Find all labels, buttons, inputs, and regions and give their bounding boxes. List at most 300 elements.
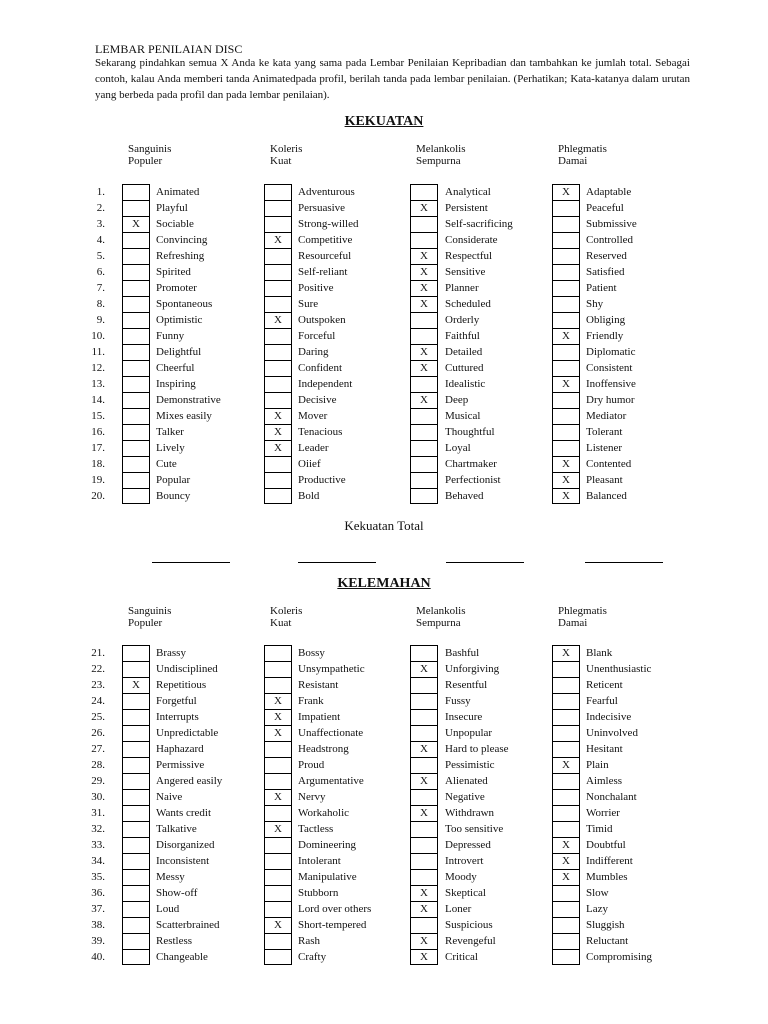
checkbox-koleris[interactable] [264, 248, 292, 264]
checkbox-melankolis[interactable]: X [410, 264, 438, 280]
column-header-phlegmatis [558, 143, 607, 167]
checkbox-melankolis[interactable]: X [410, 901, 438, 917]
trait-word: Shy [586, 298, 604, 310]
checkbox-phlegmatis[interactable] [552, 901, 580, 917]
row-number: 8. [96, 298, 105, 310]
trait-word: Moody [445, 871, 477, 883]
checkbox-sanguinis[interactable] [122, 709, 150, 725]
trait-word: Bossy [298, 647, 325, 659]
checkbox-phlegmatis[interactable] [552, 424, 580, 440]
row-number: 5. [96, 250, 105, 262]
checkbox-melankolis[interactable]: X [410, 661, 438, 677]
checkbox-koleris[interactable] [264, 456, 292, 472]
checkbox-sanguinis[interactable]: X [122, 677, 150, 693]
column-name: Melankolis [416, 143, 466, 155]
trait-word: Behaved [445, 490, 484, 502]
table-row [0, 917, 768, 933]
checkbox-melankolis[interactable] [410, 853, 438, 869]
trait-word: Forgetful [156, 695, 197, 707]
trait-word: Blank [586, 647, 613, 659]
checkbox-sanguinis[interactable] [122, 312, 150, 328]
table-row [0, 677, 768, 693]
checkbox-koleris[interactable] [264, 757, 292, 773]
trait-word: Angered easily [156, 775, 223, 787]
trait-word: Self-reliant [298, 266, 348, 278]
trait-word: Unsympathetic [298, 663, 365, 675]
checkbox-sanguinis[interactable] [122, 440, 150, 456]
checkbox-phlegmatis[interactable] [552, 440, 580, 456]
checkbox-phlegmatis[interactable] [552, 408, 580, 424]
row-number: 36. [91, 887, 105, 899]
checkbox-melankolis[interactable]: X [410, 933, 438, 949]
checkbox-melankolis[interactable]: X [410, 741, 438, 757]
checkbox-sanguinis[interactable] [122, 949, 150, 965]
total-blank-melankolis[interactable] [446, 562, 524, 563]
checkbox-sanguinis[interactable] [122, 200, 150, 216]
checkbox-koleris[interactable] [264, 344, 292, 360]
checkbox-sanguinis[interactable] [122, 472, 150, 488]
column-subtitle: Kuat [270, 617, 292, 629]
checkbox-melankolis[interactable]: X [410, 200, 438, 216]
instructions-paragraph: Sekarang pindahkan semua X Anda ke kata yang sama pada Lembar Penilaian Kepribadian dan tambahkan ke jumlah total. Sebagai contoh, kalau Anda memberi tanda Animatedpada profil, berilah tanda pada lembar penilaian. (Perhatikan; Kata-katanya dalam urutan yang berbeda pada profil dan pada lembar penilaian). [95, 57, 690, 101]
trait-word: Sensitive [445, 266, 486, 278]
checkbox-sanguinis[interactable] [122, 661, 150, 677]
checkbox-sanguinis[interactable] [122, 424, 150, 440]
checkbox-sanguinis[interactable] [122, 645, 150, 661]
trait-word: Cute [156, 458, 177, 470]
total-blank-phlegmatis[interactable] [585, 562, 663, 563]
checkbox-melankolis[interactable] [410, 757, 438, 773]
checkbox-phlegmatis[interactable] [552, 725, 580, 741]
checkbox-sanguinis[interactable]: X [122, 216, 150, 232]
column-header-melankolis [416, 605, 466, 629]
checkbox-melankolis[interactable]: X [410, 360, 438, 376]
trait-word: Insecure [445, 711, 483, 723]
column-name: Melankolis [416, 605, 466, 617]
table-row [0, 440, 768, 456]
trait-word: Revengeful [445, 935, 496, 947]
trait-word: Satisfied [586, 266, 625, 278]
row-number: 32. [91, 823, 105, 835]
table-row [0, 757, 768, 773]
checkbox-phlegmatis[interactable]: X [552, 853, 580, 869]
row-number: 30. [91, 791, 105, 803]
checkbox-koleris[interactable]: X [264, 440, 292, 456]
trait-word: Adaptable [586, 186, 632, 198]
checkbox-sanguinis[interactable] [122, 328, 150, 344]
checkbox-sanguinis[interactable] [122, 408, 150, 424]
checkbox-phlegmatis[interactable] [552, 216, 580, 232]
checkbox-koleris[interactable]: X [264, 424, 292, 440]
trait-word: Orderly [445, 314, 480, 326]
checkbox-koleris[interactable]: X [264, 709, 292, 725]
total-blank-sanguinis[interactable] [152, 562, 230, 563]
trait-word: Outspoken [298, 314, 346, 326]
trait-word: Scatterbrained [156, 919, 220, 931]
checkbox-melankolis[interactable] [410, 328, 438, 344]
column-name: Koleris [270, 605, 303, 617]
checkbox-melankolis[interactable] [410, 424, 438, 440]
checkbox-sanguinis[interactable] [122, 488, 150, 504]
checkbox-phlegmatis[interactable] [552, 917, 580, 933]
checkbox-koleris[interactable] [264, 296, 292, 312]
trait-word: Popular [156, 474, 191, 486]
trait-word: Leader [298, 442, 329, 454]
checkbox-koleris[interactable] [264, 200, 292, 216]
checkbox-sanguinis[interactable] [122, 789, 150, 805]
trait-word: Inoffensive [586, 378, 636, 390]
trait-word: Short-tempered [298, 919, 367, 931]
checkbox-koleris[interactable] [264, 280, 292, 296]
checkbox-melankolis[interactable]: X [410, 773, 438, 789]
checkbox-phlegmatis[interactable] [552, 693, 580, 709]
checkbox-melankolis[interactable] [410, 488, 438, 504]
checkbox-sanguinis[interactable] [122, 725, 150, 741]
checkbox-phlegmatis[interactable] [552, 264, 580, 280]
checkbox-phlegmatis[interactable] [552, 805, 580, 821]
checkbox-sanguinis[interactable] [122, 184, 150, 200]
checkbox-phlegmatis[interactable] [552, 312, 580, 328]
checkbox-phlegmatis[interactable] [552, 232, 580, 248]
checkbox-koleris[interactable] [264, 472, 292, 488]
trait-word: Confident [298, 362, 342, 374]
trait-word: Sure [298, 298, 319, 310]
checkbox-sanguinis[interactable] [122, 885, 150, 901]
checkbox-sanguinis[interactable] [122, 805, 150, 821]
checkbox-melankolis[interactable] [410, 440, 438, 456]
checkbox-sanguinis[interactable] [122, 232, 150, 248]
row-number: 19. [91, 474, 105, 486]
table-row [0, 661, 768, 677]
trait-word: Aimless [586, 775, 623, 787]
checkbox-koleris[interactable] [264, 773, 292, 789]
checkbox-sanguinis[interactable] [122, 917, 150, 933]
column-subtitle: Kuat [270, 155, 292, 167]
table-row [0, 392, 768, 408]
table-row [0, 312, 768, 328]
trait-word: Reticent [586, 679, 623, 691]
checkbox-phlegmatis[interactable]: X [552, 757, 580, 773]
table-row [0, 789, 768, 805]
checkbox-melankolis[interactable] [410, 456, 438, 472]
checkbox-phlegmatis[interactable]: X [552, 184, 580, 200]
checkbox-phlegmatis[interactable]: X [552, 645, 580, 661]
table-row [0, 885, 768, 901]
checkbox-koleris[interactable] [264, 328, 292, 344]
checkbox-koleris[interactable]: X [264, 917, 292, 933]
row-number: 28. [91, 759, 105, 771]
checkbox-melankolis[interactable] [410, 232, 438, 248]
table-row [0, 869, 768, 885]
checkbox-sanguinis[interactable] [122, 741, 150, 757]
trait-word: Forceful [298, 330, 336, 342]
checkbox-sanguinis[interactable] [122, 901, 150, 917]
trait-word: Reserved [586, 250, 627, 262]
checkbox-melankolis[interactable] [410, 837, 438, 853]
row-number: 24. [91, 695, 105, 707]
row-number: 14. [91, 394, 105, 406]
checkbox-phlegmatis[interactable] [552, 248, 580, 264]
checkbox-koleris[interactable]: X [264, 789, 292, 805]
table-row [0, 853, 768, 869]
checkbox-koleris[interactable] [264, 645, 292, 661]
checkbox-sanguinis[interactable] [122, 869, 150, 885]
trait-word: Inconsistent [156, 855, 210, 867]
trait-word: Repetitious [156, 679, 207, 691]
table-row [0, 821, 768, 837]
checkbox-phlegmatis[interactable]: X [552, 869, 580, 885]
column-name: Phlegmatis [558, 605, 607, 617]
trait-word: Refreshing [156, 250, 205, 262]
trait-word: Plain [586, 759, 609, 771]
row-number: 15. [91, 410, 105, 422]
checkbox-koleris[interactable] [264, 853, 292, 869]
checkbox-phlegmatis[interactable]: X [552, 376, 580, 392]
column-subtitle: Sempurna [416, 155, 461, 167]
trait-word: Wants credit [156, 807, 212, 819]
row-number: 27. [91, 743, 105, 755]
checkbox-melankolis[interactable]: X [410, 392, 438, 408]
trait-word: Loyal [445, 442, 471, 454]
checkbox-phlegmatis[interactable] [552, 709, 580, 725]
trait-word: Deep [445, 394, 469, 406]
checkbox-melankolis[interactable] [410, 709, 438, 725]
checkbox-melankolis[interactable] [410, 917, 438, 933]
checkbox-melankolis[interactable]: X [410, 248, 438, 264]
checkbox-melankolis[interactable] [410, 789, 438, 805]
checkbox-melankolis[interactable]: X [410, 344, 438, 360]
checkbox-sanguinis[interactable] [122, 821, 150, 837]
trait-word: Self-sacrificing [445, 218, 513, 230]
trait-word: Resistant [298, 679, 339, 691]
checkbox-melankolis[interactable] [410, 472, 438, 488]
checkbox-koleris[interactable] [264, 869, 292, 885]
trait-word: Inspiring [156, 378, 196, 390]
checkbox-phlegmatis[interactable] [552, 741, 580, 757]
checkbox-koleris[interactable] [264, 184, 292, 200]
table-row [0, 216, 768, 232]
trait-word: Planner [445, 282, 479, 294]
checkbox-phlegmatis[interactable] [552, 949, 580, 965]
table-row [0, 805, 768, 821]
checkbox-phlegmatis[interactable]: X [552, 472, 580, 488]
checkbox-sanguinis[interactable] [122, 456, 150, 472]
column-header-phlegmatis [558, 605, 607, 629]
trait-word: Rash [298, 935, 320, 947]
checkbox-sanguinis[interactable] [122, 376, 150, 392]
column-subtitle: Damai [558, 155, 588, 167]
checkbox-melankolis[interactable] [410, 376, 438, 392]
checkbox-phlegmatis[interactable] [552, 661, 580, 677]
checkbox-melankolis[interactable] [410, 869, 438, 885]
trait-word: Fearful [586, 695, 618, 707]
checkbox-koleris[interactable] [264, 885, 292, 901]
checkbox-melankolis[interactable] [410, 693, 438, 709]
checkbox-sanguinis[interactable] [122, 392, 150, 408]
trait-word: Unpredictable [156, 727, 219, 739]
checkbox-koleris[interactable] [264, 216, 292, 232]
checkbox-phlegmatis[interactable] [552, 789, 580, 805]
checkbox-koleris[interactable] [264, 901, 292, 917]
checkbox-sanguinis[interactable] [122, 264, 150, 280]
trait-word: Thoughtful [445, 426, 495, 438]
checkbox-koleris[interactable] [264, 661, 292, 677]
trait-word: Balanced [586, 490, 627, 502]
table-row [0, 264, 768, 280]
trait-word: Bold [298, 490, 320, 502]
checkbox-melankolis[interactable]: X [410, 949, 438, 965]
checkbox-phlegmatis[interactable] [552, 200, 580, 216]
checkbox-sanguinis[interactable] [122, 693, 150, 709]
trait-word: Unforgiving [445, 663, 500, 675]
checkbox-melankolis[interactable]: X [410, 805, 438, 821]
trait-word: Pleasant [586, 474, 623, 486]
checkbox-sanguinis[interactable] [122, 933, 150, 949]
checkbox-sanguinis[interactable] [122, 360, 150, 376]
checkbox-melankolis[interactable] [410, 312, 438, 328]
trait-word: Idealistic [445, 378, 486, 390]
row-number: 29. [91, 775, 105, 787]
row-number: 11. [91, 346, 105, 358]
checkbox-phlegmatis[interactable]: X [552, 837, 580, 853]
checkbox-koleris[interactable] [264, 488, 292, 504]
table-row [0, 901, 768, 917]
trait-word: Crafty [298, 951, 327, 963]
trait-word: Resourceful [298, 250, 352, 262]
checkbox-koleris[interactable] [264, 392, 292, 408]
checkbox-phlegmatis[interactable] [552, 933, 580, 949]
row-number: 16. [91, 426, 105, 438]
checkbox-koleris[interactable] [264, 933, 292, 949]
checkbox-sanguinis[interactable] [122, 280, 150, 296]
checkbox-sanguinis[interactable] [122, 344, 150, 360]
table-row [0, 280, 768, 296]
trait-word: Compromising [586, 951, 653, 963]
checkbox-koleris[interactable]: X [264, 408, 292, 424]
checkbox-phlegmatis[interactable]: X [552, 456, 580, 472]
checkbox-sanguinis[interactable] [122, 248, 150, 264]
checkbox-melankolis[interactable]: X [410, 296, 438, 312]
checkbox-phlegmatis[interactable] [552, 821, 580, 837]
trait-word: Messy [156, 871, 185, 883]
document-title: LEMBAR PENILAIAN DISC [95, 42, 243, 56]
trait-word: Submissive [586, 218, 637, 230]
checkbox-sanguinis[interactable] [122, 773, 150, 789]
checkbox-koleris[interactable]: X [264, 312, 292, 328]
table-row [0, 456, 768, 472]
trait-word: Patient [586, 282, 617, 294]
checkbox-koleris[interactable] [264, 677, 292, 693]
column-header-sanguinis [128, 605, 171, 629]
row-number: 22. [91, 663, 105, 675]
checkbox-phlegmatis[interactable] [552, 885, 580, 901]
column-subtitle: Damai [558, 617, 588, 629]
checkbox-koleris[interactable] [264, 376, 292, 392]
trait-word: Naive [156, 791, 183, 803]
checkbox-phlegmatis[interactable] [552, 280, 580, 296]
trait-word: Musical [445, 410, 481, 422]
trait-word: Analytical [445, 186, 491, 198]
table-row [0, 472, 768, 488]
checkbox-phlegmatis[interactable] [552, 677, 580, 693]
table-row [0, 709, 768, 725]
checkbox-koleris[interactable] [264, 360, 292, 376]
trait-word: Mumbles [586, 871, 628, 883]
checkbox-sanguinis[interactable] [122, 837, 150, 853]
table-row [0, 933, 768, 949]
row-number: 7. [96, 282, 105, 294]
trait-word: Detailed [445, 346, 483, 358]
checkbox-melankolis[interactable]: X [410, 885, 438, 901]
total-blank-koleris[interactable] [298, 562, 376, 563]
checkbox-koleris[interactable] [264, 949, 292, 965]
checkbox-melankolis[interactable] [410, 645, 438, 661]
column-subtitle: Sempurna [416, 617, 461, 629]
checkbox-phlegmatis[interactable]: X [552, 328, 580, 344]
trait-word: Bashful [445, 647, 480, 659]
trait-word: Alienated [445, 775, 488, 787]
checkbox-koleris[interactable]: X [264, 232, 292, 248]
table-row [0, 200, 768, 216]
checkbox-phlegmatis[interactable] [552, 360, 580, 376]
column-header-sanguinis [128, 143, 171, 167]
trait-word: Strong-willed [298, 218, 359, 230]
checkbox-koleris[interactable]: X [264, 725, 292, 741]
checkbox-phlegmatis[interactable] [552, 296, 580, 312]
checkbox-melankolis[interactable] [410, 216, 438, 232]
trait-word: Competitive [298, 234, 353, 246]
trait-word: Obliging [586, 314, 626, 326]
checkbox-sanguinis[interactable] [122, 296, 150, 312]
checkbox-melankolis[interactable] [410, 725, 438, 741]
checkbox-sanguinis[interactable] [122, 853, 150, 869]
table-row [0, 248, 768, 264]
checkbox-koleris[interactable] [264, 741, 292, 757]
checkbox-koleris[interactable] [264, 264, 292, 280]
checkbox-phlegmatis[interactable] [552, 344, 580, 360]
trait-word: Unpopular [445, 727, 493, 739]
trait-word: Indifferent [586, 855, 633, 867]
strengths-total-label: Kekuatan Total [344, 518, 424, 533]
checkbox-koleris[interactable]: X [264, 821, 292, 837]
row-number: 39. [91, 935, 105, 947]
checkbox-sanguinis[interactable] [122, 757, 150, 773]
trait-word: Mixes easily [156, 410, 212, 422]
trait-word: Spirited [156, 266, 191, 278]
row-number: 3. [96, 218, 105, 230]
trait-word: Doubtful [586, 839, 626, 851]
column-name: Phlegmatis [558, 143, 607, 155]
checkbox-phlegmatis[interactable] [552, 773, 580, 789]
checkbox-phlegmatis[interactable]: X [552, 488, 580, 504]
checkbox-koleris[interactable] [264, 837, 292, 853]
trait-word: Bouncy [156, 490, 191, 502]
checkbox-melankolis[interactable] [410, 821, 438, 837]
checkbox-melankolis[interactable] [410, 408, 438, 424]
checkbox-koleris[interactable] [264, 805, 292, 821]
checkbox-melankolis[interactable]: X [410, 280, 438, 296]
trait-word: Negative [445, 791, 485, 803]
checkbox-melankolis[interactable] [410, 677, 438, 693]
checkbox-phlegmatis[interactable] [552, 392, 580, 408]
trait-word: Timid [586, 823, 613, 835]
trait-word: Funny [156, 330, 185, 342]
checkbox-melankolis[interactable] [410, 184, 438, 200]
checkbox-koleris[interactable]: X [264, 693, 292, 709]
trait-word: Lazy [586, 903, 608, 915]
trait-word: Talker [156, 426, 184, 438]
section-title-weaknesses: KELEMAHAN [337, 576, 431, 591]
